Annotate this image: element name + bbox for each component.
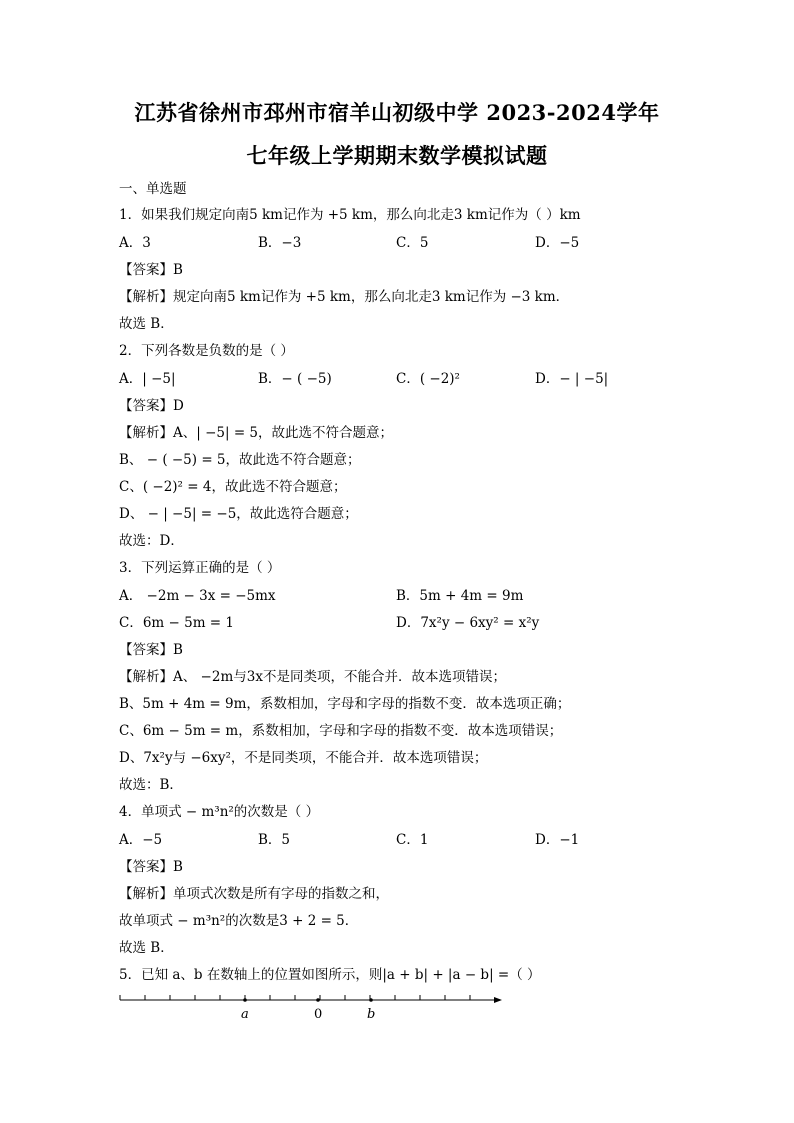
q1-option-d: D．−5 bbox=[535, 235, 580, 251]
q2-analysis-1: 【解析】A、| −5| = 5，故此选不符合题意； bbox=[119, 425, 394, 441]
q5-stem: 5．已知 a、b 在数轴上的位置如图所示，则|a + b| + |a − b| =（ ） bbox=[119, 967, 541, 983]
q3-option-c: C．6m − 5m = 1 bbox=[119, 615, 234, 631]
q3-answer: 【答案】B bbox=[119, 642, 183, 658]
q1-option-a: A．3 bbox=[119, 235, 151, 251]
q4-stem: 4．单项式 − m³n²的次数是（ ） bbox=[119, 804, 320, 820]
q1-answer: 【答案】B bbox=[119, 262, 183, 278]
q3-analysis-4: D、7x²y与 −6xy²，不是同类项，不能合并．故本选项错误； bbox=[119, 750, 488, 766]
label-0: 0 bbox=[314, 1007, 323, 1022]
q2-answer: 【答案】D bbox=[119, 398, 184, 414]
q2-option-b: B．− ( −5) bbox=[258, 371, 332, 387]
q4-answer: 【答案】B bbox=[119, 859, 183, 875]
q3-conclusion: 故选：B． bbox=[119, 777, 183, 793]
section-heading: 一、单选题 bbox=[119, 181, 187, 197]
q2-stem: 2．下列各数是负数的是（ ） bbox=[119, 343, 294, 359]
q4-analysis-1: 【解析】单项式次数是所有字母的指数之和， bbox=[119, 886, 389, 902]
q3-stem: 3．下列运算正确的是（ ） bbox=[119, 560, 281, 576]
number-line-figure bbox=[118, 988, 508, 1028]
q4-conclusion: 故选 B． bbox=[119, 940, 174, 956]
q3-analysis-2: B、5m + 4m = 9m，系数相加，字母和字母的指数不变．故本选项正确； bbox=[119, 696, 571, 712]
q3-option-d: D．7x²y − 6xy² = x²y bbox=[396, 615, 540, 631]
q3-option-a: A． −2m − 3x = −5mx bbox=[119, 588, 276, 604]
label-a: a bbox=[241, 1007, 249, 1022]
q2-option-c: C．( −2)² bbox=[396, 371, 460, 387]
label-b: b bbox=[367, 1007, 376, 1022]
document-title-line1: 江苏省徐州市邳州市宿羊山初级中学 2023-2024学年 bbox=[134, 100, 660, 125]
q3-analysis-1: 【解析】A、 −2m与3x不是同类项，不能合并．故本选项错误； bbox=[119, 669, 506, 685]
q4-option-d: D．−1 bbox=[535, 832, 580, 848]
point-a bbox=[243, 998, 247, 1002]
q4-option-c: C．1 bbox=[396, 832, 429, 848]
number-line-ticks bbox=[120, 995, 470, 1000]
q1-analysis: 【解析】规定向南5 km记作为 +5 km，那么向北走3 km记作为 −3 km． bbox=[119, 289, 570, 305]
q2-option-d: D．− | −5| bbox=[535, 371, 609, 387]
q3-analysis-3: C、6m − 5m = m，系数相加，字母和字母的指数不变．故本选项错误； bbox=[119, 723, 563, 739]
q2-analysis-2: B、 − ( −5) = 5，故此选不符合题意； bbox=[119, 452, 361, 468]
q4-option-b: B．5 bbox=[258, 832, 291, 848]
q1-stem: 1．如果我们规定向南5 km记作为 +5 km，那么向北走3 km记作为（ ）km bbox=[119, 207, 581, 223]
q4-analysis-2: 故单项式 − m³n²的次数是3 + 2 = 5． bbox=[119, 913, 359, 929]
q2-analysis-3: C、( −2)² = 4，故此选不符合题意； bbox=[119, 479, 347, 495]
q4-option-a: A．−5 bbox=[119, 832, 163, 848]
point-0 bbox=[316, 998, 320, 1002]
q1-conclusion: 故选 B． bbox=[119, 316, 174, 332]
q2-option-a: A．| −5| bbox=[119, 371, 176, 387]
q1-option-b: B．−3 bbox=[258, 235, 302, 251]
document-title-line2: 七年级上学期期末数学模拟试题 bbox=[246, 143, 548, 168]
q2-analysis-4: D、 − | −5| = −5，故此选符合题意； bbox=[119, 506, 358, 522]
q1-option-c: C．5 bbox=[396, 235, 429, 251]
q3-option-b: B．5m + 4m = 9m bbox=[396, 588, 524, 604]
point-b bbox=[369, 998, 373, 1002]
q2-conclusion: 故选：D． bbox=[119, 533, 184, 549]
number-line-arrow-icon bbox=[494, 997, 502, 1003]
